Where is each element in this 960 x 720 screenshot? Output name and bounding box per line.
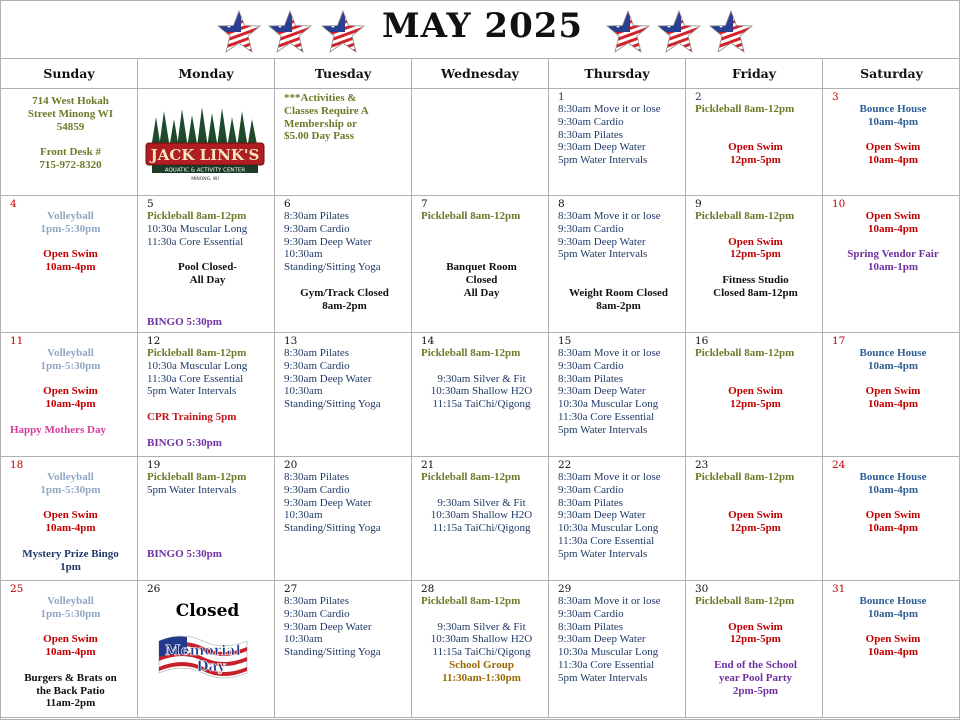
- open-swim-label: Open Swim: [43, 633, 98, 646]
- open-swim-label: Open Swim: [865, 633, 921, 646]
- pickleball-line: Pickleball 8am-12pm: [695, 595, 795, 607]
- event-line: Happy Mothers Day: [10, 423, 106, 436]
- class-line: 10:30am Shallow H2O: [430, 509, 533, 522]
- pickleball-line: Pickleball 8am-12pm: [421, 210, 521, 222]
- pickleball-line: Pickleball 8am-12pm: [147, 210, 247, 222]
- day-cell-24: [823, 457, 960, 581]
- flag-star-icon: [709, 10, 753, 54]
- pass-line: ***Activities &: [284, 92, 357, 104]
- bingo-line: BINGO 5:30pm: [147, 316, 222, 329]
- weekday-monday: Monday: [138, 59, 275, 89]
- day-number: 24: [832, 459, 846, 471]
- open-swim-label: Open Swim: [865, 509, 921, 522]
- page-title: MAY 2025: [382, 6, 584, 46]
- class-line: 10:30am: [284, 633, 323, 646]
- day-cell-11: [1, 333, 138, 457]
- open-swim-time: 10am-4pm: [867, 154, 919, 167]
- class-line: 8:30am Pilates: [558, 372, 624, 385]
- pickleball-line: Pickleball 8am-12pm: [695, 210, 795, 222]
- day-number: 25: [10, 583, 24, 595]
- day-cell-8: [549, 196, 686, 333]
- open-swim-label: Open Swim: [865, 385, 921, 398]
- day-cell-10: [823, 196, 960, 333]
- day-cell-9: [686, 196, 823, 333]
- class-line: 11:30a Core Essential: [147, 372, 244, 385]
- open-swim-label: Open Swim: [728, 235, 783, 248]
- day-number: 16: [695, 335, 709, 347]
- pickleball-line: Pickleball 8am-12pm: [147, 471, 247, 483]
- class-line: 5pm Water Intervals: [558, 248, 648, 261]
- closure-line: All Day: [189, 273, 226, 286]
- open-swim-time: 10am-4pm: [867, 522, 919, 535]
- open-swim-label: Open Swim: [43, 385, 98, 398]
- volleyball-time: 1pm-5:30pm: [40, 359, 101, 372]
- day-number: 10: [832, 198, 846, 210]
- pickleball-line: Pickleball 8am-12pm: [147, 347, 247, 359]
- open-swim-time: 12pm-5pm: [730, 398, 781, 411]
- day-cell-2: [686, 89, 823, 196]
- week-row: [1, 196, 960, 333]
- bounce-house-label: Bounce House: [859, 347, 927, 359]
- day-cell-5: [138, 196, 275, 333]
- bounce-house-time: 10am-4pm: [867, 115, 919, 128]
- class-line: 5pm Water Intervals: [558, 547, 648, 560]
- day-number: 20: [284, 459, 298, 471]
- pickleball-line: Pickleball 8am-12pm: [421, 347, 521, 359]
- class-line: 10:30a Muscular Long: [558, 646, 659, 659]
- class-line: 5pm Water Intervals: [558, 671, 648, 684]
- closure-line: All Day: [463, 286, 500, 299]
- day-cell-1: [549, 89, 686, 196]
- event-line: 2pm-5pm: [732, 684, 779, 697]
- weekday-friday: Friday: [686, 59, 823, 89]
- class-line: 9:30am Silver & Fit: [437, 372, 526, 385]
- day-number: 21: [421, 459, 435, 471]
- logo-town: MINONG, WI: [191, 177, 219, 182]
- day-cell-22: [549, 457, 686, 581]
- pickleball-line: Pickleball 8am-12pm: [695, 103, 795, 115]
- open-swim-label: Open Swim: [728, 385, 783, 398]
- day-number: 15: [558, 335, 572, 347]
- open-swim-time: 12pm-5pm: [730, 633, 781, 646]
- day-cell-21: [412, 457, 549, 581]
- weekday-tuesday: Tuesday: [275, 59, 412, 89]
- closure-line: 8am-2pm: [322, 299, 367, 312]
- volleyball-time: 1pm-5:30pm: [40, 222, 101, 235]
- flag-star-icon: [321, 10, 365, 54]
- pass-line: $5.00 Day Pass: [284, 130, 354, 143]
- class-line: 10:30a Muscular Long: [558, 398, 659, 411]
- day-cell-15: [549, 333, 686, 457]
- flag-star-icon: [268, 10, 312, 54]
- class-line: 10:30am: [284, 509, 323, 522]
- class-line: 9:30am Deep Water: [284, 372, 372, 385]
- class-line: 9:30am Silver & Fit: [437, 620, 526, 633]
- class-line: 11:30a Core Essential: [558, 410, 655, 423]
- closure-line: 8am-2pm: [596, 299, 641, 312]
- class-line: 5pm Water Intervals: [558, 423, 648, 436]
- open-swim-time: 12pm-5pm: [730, 248, 781, 261]
- open-swim-time: 12pm-5pm: [730, 522, 781, 535]
- address-line: 714 West Hokah: [32, 95, 109, 107]
- open-swim-label: Open Swim: [728, 620, 783, 633]
- event-line: 10am-1pm: [867, 261, 919, 274]
- weekday-sunday: Sunday: [1, 59, 138, 89]
- class-line: 8:30am Move it or lose: [558, 347, 661, 359]
- jack-links-logo: [144, 103, 266, 185]
- day-number: 26: [147, 583, 161, 595]
- open-swim-time: 10am-4pm: [45, 522, 96, 535]
- day-cell-16: [686, 333, 823, 457]
- pass-line: Membership or: [284, 117, 358, 130]
- open-swim-label: Open Swim: [43, 248, 98, 261]
- day-cell-23: [686, 457, 823, 581]
- volleyball-label: Volleyball: [47, 347, 94, 359]
- class-line: 11:15a TaiChi/Qigong: [432, 398, 531, 411]
- class-line: 9:30am Deep Water: [284, 496, 372, 509]
- class-line: 8:30am Pilates: [558, 128, 624, 141]
- day-number: 5: [147, 198, 154, 210]
- address-line: 54859: [56, 120, 85, 133]
- event-line: 1pm: [60, 560, 81, 573]
- weekday-saturday: Saturday: [823, 59, 960, 89]
- class-line: 10:30am: [284, 385, 323, 398]
- bounce-house-label: Bounce House: [859, 595, 927, 607]
- day-cell-31: [823, 581, 960, 718]
- open-swim-time: 10am-4pm: [867, 398, 919, 411]
- class-line: 5pm Water Intervals: [558, 154, 648, 167]
- day-cell-13: [275, 333, 412, 457]
- class-line: 8:30am Move it or lose: [558, 103, 661, 115]
- flag-star-icon: [657, 10, 701, 54]
- info-cell: [275, 89, 412, 196]
- class-line: 11:30a Core Essential: [558, 534, 655, 547]
- class-line: 9:30am Deep Water: [558, 633, 646, 646]
- bingo-line: BINGO 5:30pm: [147, 547, 222, 560]
- day-number: 23: [695, 459, 709, 471]
- logo-cell: [138, 89, 275, 196]
- class-line: 9:30am Cardio: [284, 222, 350, 235]
- class-line: 9:30am Cardio: [284, 607, 350, 620]
- flag-star-icon: [217, 10, 261, 54]
- front-desk-phone: 715-972-8320: [39, 158, 102, 171]
- day-number: 28: [421, 583, 435, 595]
- weekday-thursday: Thursday: [549, 59, 686, 89]
- day-number: 14: [421, 335, 435, 347]
- day-number: 7: [421, 198, 428, 210]
- class-line: 9:30am Cardio: [558, 115, 624, 128]
- day-cell-29: [549, 581, 686, 718]
- address-line: Street Minong WI: [27, 107, 114, 120]
- event-line: Burgers & Brats on: [24, 671, 117, 684]
- day-number: 13: [284, 335, 298, 347]
- closure-line: Closed: [465, 273, 498, 286]
- front-desk-label: Front Desk #: [40, 146, 101, 159]
- class-line: 8:30am Move it or lose: [558, 210, 661, 222]
- class-line: 10:30am: [284, 248, 323, 261]
- day-cell-17: [823, 333, 960, 457]
- event-line: 11:30am-1:30pm: [442, 671, 521, 684]
- logo-subtitle: AQUATIC & ACTIVITY CENTER: [164, 167, 246, 174]
- closure-line: Pool Closed-: [178, 261, 237, 274]
- class-line: 9:30am Deep Water: [558, 509, 646, 522]
- volleyball-label: Volleyball: [47, 471, 94, 483]
- closed-label: Closed: [175, 601, 240, 621]
- open-swim-label: Open Swim: [728, 141, 783, 154]
- day-number: 11: [10, 335, 24, 347]
- day-cell-27: [275, 581, 412, 718]
- pickleball-line: Pickleball 8am-12pm: [421, 471, 521, 483]
- day-cell-28: [412, 581, 549, 718]
- day-cell-7: [412, 196, 549, 333]
- class-line: 11:30a Core Essential: [558, 658, 655, 671]
- bounce-house-time: 10am-4pm: [867, 483, 919, 496]
- class-line: 10:30am Shallow H2O: [430, 633, 533, 646]
- volleyball-time: 1pm-5:30pm: [40, 607, 101, 620]
- day-number: 29: [558, 583, 572, 595]
- day-number: 12: [147, 335, 161, 347]
- class-line: 8:30am Move it or lose: [558, 471, 661, 483]
- pass-line: Classes Require A: [284, 104, 369, 117]
- day-number: 8: [558, 198, 565, 210]
- info-cell: [1, 89, 138, 196]
- class-line: 8:30am Pilates: [284, 210, 350, 222]
- cpr-training-line: CPR Training 5pm: [147, 410, 237, 423]
- day-number: 2: [695, 91, 702, 103]
- event-line: 11am-2pm: [45, 697, 96, 710]
- day-cell-12: [138, 333, 275, 457]
- empty-cell: [412, 89, 549, 196]
- pickleball-line: Pickleball 8am-12pm: [695, 347, 795, 359]
- day-cell-20: [275, 457, 412, 581]
- open-swim-time: 10am-4pm: [45, 646, 96, 659]
- class-line: 9:30am Silver & Fit: [437, 496, 526, 509]
- bingo-line: BINGO 5:30pm: [147, 436, 222, 449]
- week-row: [1, 89, 960, 196]
- class-line: 5pm Water Intervals: [147, 385, 237, 398]
- open-swim-label: Open Swim: [865, 141, 921, 154]
- weekday-wednesday: Wednesday: [412, 59, 549, 89]
- closure-line: Banquet Room: [446, 261, 517, 274]
- class-line: 10:30am Shallow H2O: [430, 385, 533, 398]
- class-line: Standing/Sitting Yoga: [284, 261, 381, 274]
- calendar-header: [0, 0, 960, 58]
- class-line: 10:30a Muscular Long: [147, 222, 248, 235]
- bounce-house-time: 10am-4pm: [867, 607, 919, 620]
- class-line: 8:30am Pilates: [558, 620, 624, 633]
- flag-star-icon: [606, 10, 650, 54]
- closure-line: Gym/Track Closed: [300, 286, 389, 299]
- class-line: 9:30am Cardio: [558, 359, 624, 372]
- class-line: 9:30am Deep Water: [558, 235, 646, 248]
- open-swim-time: 10am-4pm: [45, 398, 96, 411]
- class-line: 9:30am Deep Water: [284, 620, 372, 633]
- pickleball-line: Pickleball 8am-12pm: [421, 595, 521, 607]
- class-line: Standing/Sitting Yoga: [284, 398, 381, 411]
- memorial-text: Day: [196, 659, 226, 675]
- class-line: 8:30am Pilates: [284, 595, 350, 607]
- week-row: [1, 457, 960, 581]
- closure-line: Closed 8am-12pm: [713, 286, 798, 299]
- class-line: 9:30am Cardio: [284, 359, 350, 372]
- event-line: School Group: [449, 658, 514, 671]
- event-line: Spring Vendor Fair: [847, 248, 939, 261]
- class-line: Standing/Sitting Yoga: [284, 522, 381, 535]
- class-line: 9:30am Cardio: [558, 607, 624, 620]
- event-line: End of the School: [714, 658, 797, 671]
- day-number: 30: [695, 583, 709, 595]
- open-swim-time: 12pm-5pm: [730, 154, 781, 167]
- day-cell-19: [138, 457, 275, 581]
- class-line: Standing/Sitting Yoga: [284, 646, 381, 659]
- weekday-header-row: [1, 59, 960, 89]
- day-cell-18: [1, 457, 138, 581]
- open-swim-time: 10am-4pm: [45, 261, 96, 274]
- volleyball-label: Volleyball: [47, 595, 94, 607]
- day-number: 3: [832, 91, 839, 103]
- week-row: [1, 333, 960, 457]
- memorial-text: Memorial: [165, 643, 241, 659]
- event-line: the Back Patio: [36, 684, 105, 697]
- day-number: 6: [284, 198, 291, 210]
- class-line: 5pm Water Intervals: [147, 483, 237, 496]
- bounce-house-time: 10am-4pm: [867, 359, 919, 372]
- open-swim-time: 10am-4pm: [867, 646, 919, 659]
- bounce-house-label: Bounce House: [859, 103, 927, 115]
- day-cell-14: [412, 333, 549, 457]
- calendar-grid: [0, 58, 960, 718]
- day-cell-26: [138, 581, 275, 718]
- class-line: 9:30am Deep Water: [284, 235, 372, 248]
- day-number: 22: [558, 459, 572, 471]
- day-number: 1: [558, 91, 565, 103]
- volleyball-label: Volleyball: [47, 210, 94, 222]
- day-number: 19: [147, 459, 161, 471]
- class-line: 8:30am Pilates: [284, 347, 350, 359]
- open-swim-time: 10am-4pm: [867, 222, 919, 235]
- class-line: 11:30a Core Essential: [147, 235, 244, 248]
- logo-name: JACK LINK'S: [150, 146, 260, 164]
- day-number: 9: [695, 198, 702, 210]
- event-line: Mystery Prize Bingo: [22, 547, 119, 560]
- class-line: 9:30am Deep Water: [558, 141, 646, 154]
- day-cell-4: [1, 196, 138, 333]
- day-cell-25: [1, 581, 138, 718]
- day-number: 27: [284, 583, 298, 595]
- class-line: 10:30a Muscular Long: [147, 359, 248, 372]
- class-line: 9:30am Cardio: [558, 222, 624, 235]
- class-line: 10:30a Muscular Long: [558, 522, 659, 535]
- class-line: 11:15a TaiChi/Qigong: [432, 522, 531, 535]
- class-line: 8:30am Pilates: [558, 496, 624, 509]
- day-cell-3: [823, 89, 960, 196]
- day-number: 18: [10, 459, 24, 471]
- class-line: 9:30am Cardio: [558, 483, 624, 496]
- bounce-house-label: Bounce House: [859, 471, 927, 483]
- day-cell-30: [686, 581, 823, 718]
- closure-line: Weight Room Closed: [569, 286, 668, 299]
- day-number: 17: [832, 335, 846, 347]
- memorial-day-flag-icon: [153, 631, 253, 683]
- class-line: 11:15a TaiChi/Qigong: [432, 646, 531, 659]
- open-swim-label: Open Swim: [865, 210, 921, 222]
- event-line: year Pool Party: [718, 671, 793, 684]
- day-cell-6: [275, 196, 412, 333]
- open-swim-label: Open Swim: [43, 509, 98, 522]
- class-line: 8:30am Move it or lose: [558, 595, 661, 607]
- pickleball-line: Pickleball 8am-12pm: [695, 471, 795, 483]
- day-number: 31: [832, 583, 846, 595]
- class-line: 9:30am Deep Water: [558, 385, 646, 398]
- week-row: [1, 581, 960, 718]
- day-number: 4: [10, 198, 17, 210]
- class-line: 9:30am Cardio: [284, 483, 350, 496]
- closure-line: Fitness Studio: [722, 273, 789, 286]
- open-swim-label: Open Swim: [728, 509, 783, 522]
- volleyball-time: 1pm-5:30pm: [40, 483, 101, 496]
- class-line: 8:30am Pilates: [284, 471, 350, 483]
